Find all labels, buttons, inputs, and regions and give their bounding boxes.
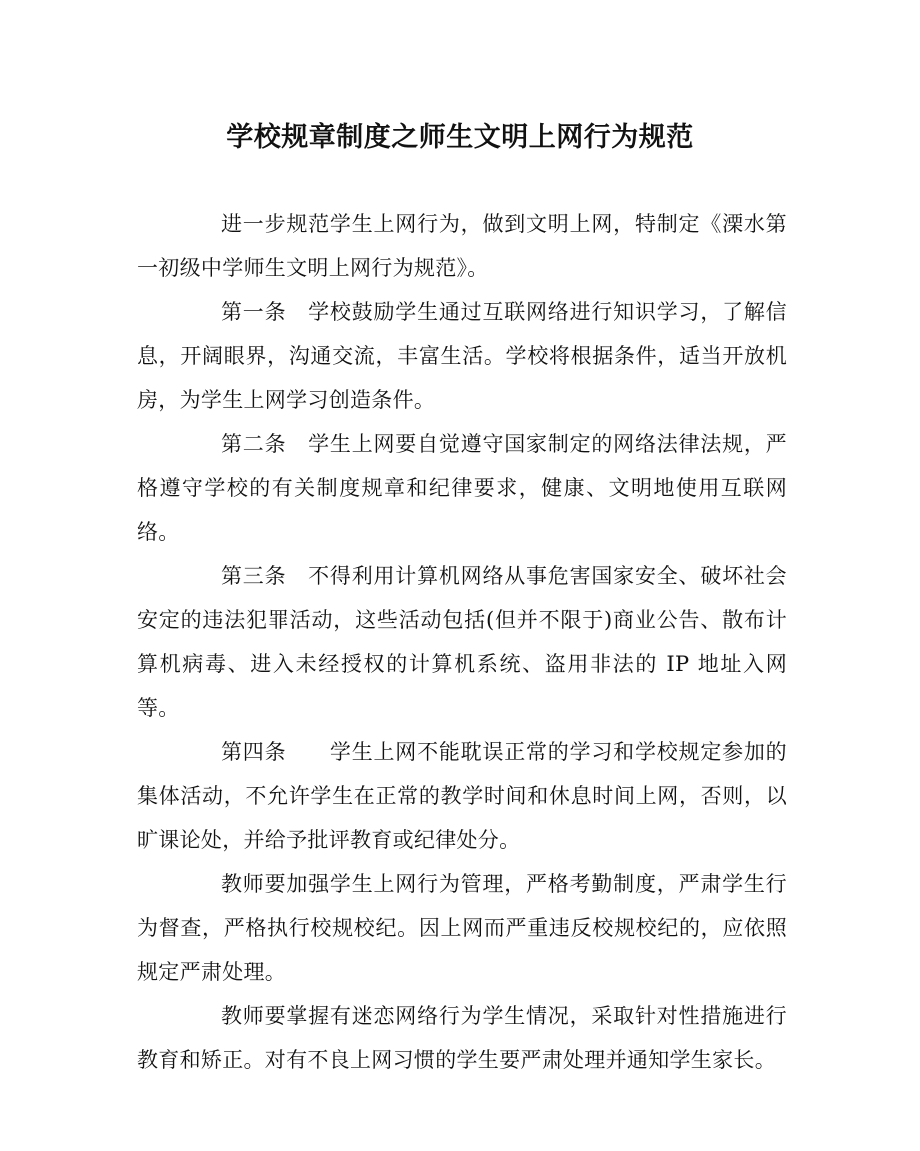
- document-title: 学校规章制度之师生文明上网行为规范: [226, 122, 694, 153]
- document-body: [137, 202, 787, 1082]
- paragraph-article-4: 第四条 学生上网不能耽误正常的学习和学校规定参加的集体活动，不允许学生在正常的教学时间和休息时间上网，否则，以旷课论处，并给予批评教育或纪律处分。: [137, 740, 787, 852]
- paragraph-article-2: 第二条 学生上网要自觉遵守国家制定的网络法律法规，严格遵守学校的有关制度规章和纪律要求，健康、文明地使用互联网络。: [137, 432, 787, 544]
- paragraph-article-3: 第三条 不得利用计算机网络从事危害国家安全、破坏社会安定的违法犯罪活动，这些活动包括(但并不限于)商业公告、散布计算机病毒、进入未经授权的计算机系统、盗用非法的 IP 地址入网等。: [137, 564, 787, 720]
- paragraph-teacher-management: 教师要加强学生上网行为管理，严格考勤制度，严肃学生行为督查，严格执行校规校纪。因上网而严重违反校规校纪的，应依照规定严肃处理。: [137, 872, 787, 984]
- paragraph-article-1: 第一条 学校鼓励学生通过互联网络进行知识学习，了解信息，开阔眼界，沟通交流，丰富生活。学校将根据条件，适当开放机房，为学生上网学习创造条件。: [137, 300, 787, 412]
- paragraph-teacher-guidance: 教师要掌握有迷恋网络行为学生情况，采取针对性措施进行教育和矫正。对有不良上网习惯的学生要严肃处理并通知学生家长。: [137, 1004, 787, 1072]
- paragraph-intro: 进一步规范学生上网行为，做到文明上网，特制定《溧水第一初级中学师生文明上网行为规范》。: [137, 212, 787, 280]
